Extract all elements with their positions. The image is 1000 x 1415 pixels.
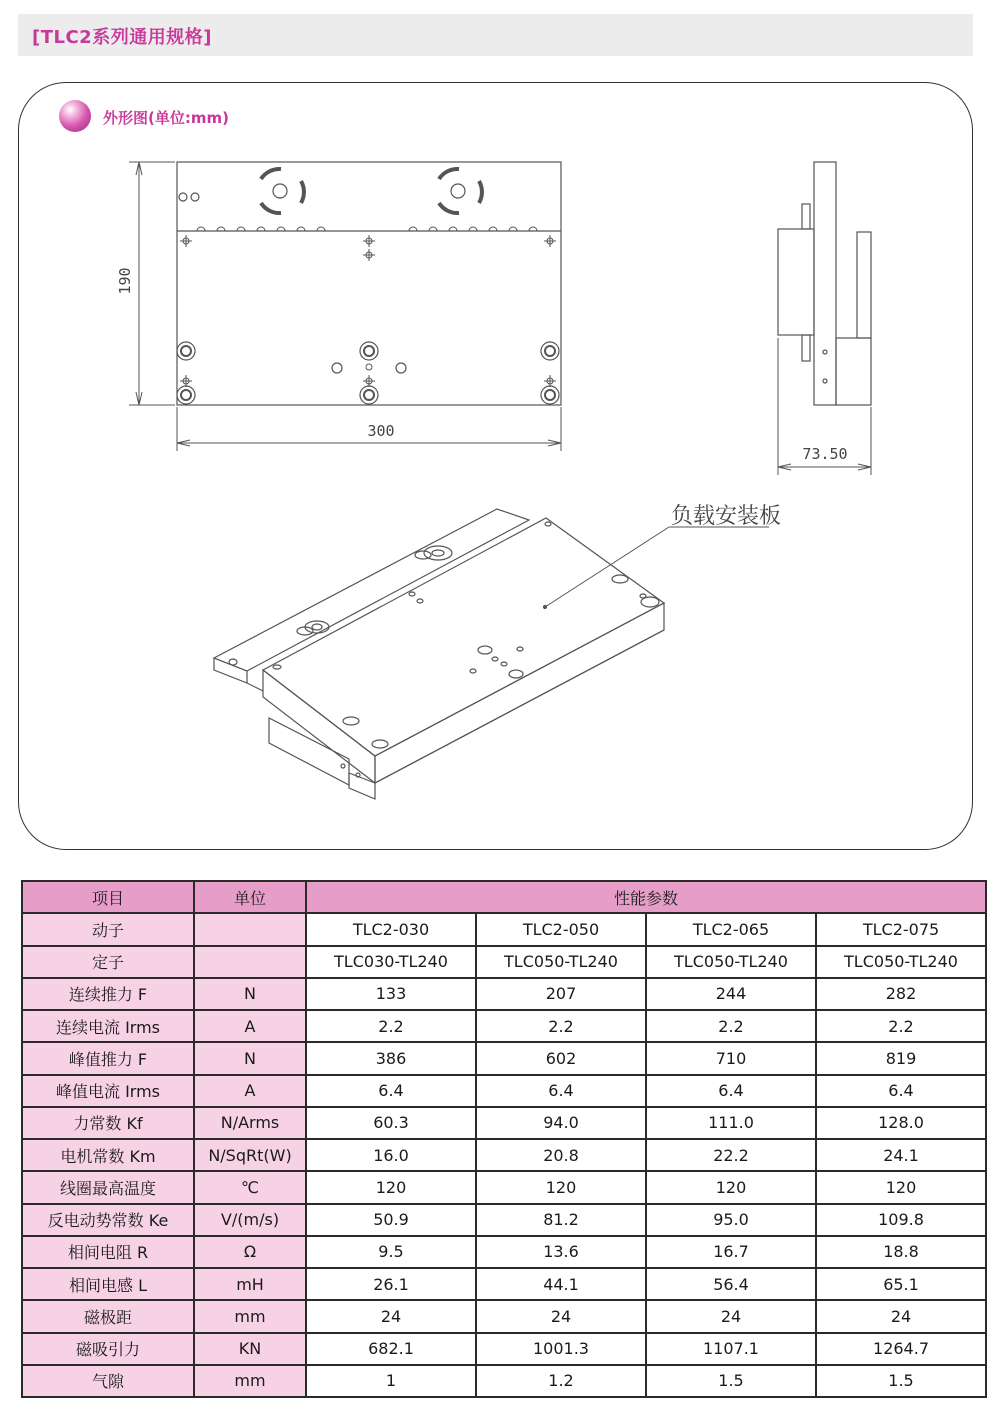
- table-cell: 1.2: [476, 1365, 646, 1397]
- table-row: [22, 1300, 986, 1332]
- isometric-view: [214, 509, 769, 799]
- dimension-height: [129, 162, 175, 405]
- table-row: [22, 978, 986, 1010]
- row-unit: mm: [194, 1300, 306, 1332]
- table-cell: 244: [646, 978, 816, 1010]
- table-cell: 16.0: [306, 1139, 476, 1171]
- table-cell: TLC050-TL240: [646, 946, 816, 978]
- spec-table: [21, 880, 987, 1398]
- table-cell: 6.4: [816, 1075, 986, 1107]
- table-cell: 1107.1: [646, 1333, 816, 1365]
- table-cell: 120: [646, 1171, 816, 1203]
- row-label: 反电动势常数 Ke: [22, 1204, 194, 1236]
- table-cell: 26.1: [306, 1268, 476, 1300]
- row-label: 动子: [22, 913, 194, 945]
- row-label: 相间电感 L: [22, 1268, 194, 1300]
- row-unit: mH: [194, 1268, 306, 1300]
- table-row: [22, 946, 986, 978]
- table-cell: 1.5: [646, 1365, 816, 1397]
- dimension-height-label: 190: [116, 267, 134, 295]
- table-cell: 1.5: [816, 1365, 986, 1397]
- table-cell: TLC2-050: [476, 913, 646, 945]
- header-unit: 单位: [194, 881, 306, 913]
- cooling-vent-left-icon: [261, 169, 304, 213]
- table-cell: 2.2: [816, 1010, 986, 1042]
- title-bar: [18, 14, 973, 56]
- row-label: 相间电阻 R: [22, 1236, 194, 1268]
- table-cell: 386: [306, 1042, 476, 1074]
- table-cell: 20.8: [476, 1139, 646, 1171]
- table-cell: 65.1: [816, 1268, 986, 1300]
- table-row: [22, 1268, 986, 1300]
- table-cell: 24: [646, 1300, 816, 1332]
- table-cell: 95.0: [646, 1204, 816, 1236]
- outline-drawing-panel: [18, 82, 973, 850]
- row-label: 峰值推力 F: [22, 1042, 194, 1074]
- side-view: [778, 162, 871, 405]
- table-header-row: [22, 881, 986, 913]
- table-cell: 24.1: [816, 1139, 986, 1171]
- table-row: [22, 1042, 986, 1074]
- row-label: 磁极距: [22, 1300, 194, 1332]
- row-label: 连续电流 Irms: [22, 1010, 194, 1042]
- table-cell: 24: [816, 1300, 986, 1332]
- table-cell: 120: [306, 1171, 476, 1203]
- table-cell: 50.9: [306, 1204, 476, 1236]
- table-cell: 6.4: [476, 1075, 646, 1107]
- table-row: [22, 1333, 986, 1365]
- table-cell: 22.2: [646, 1139, 816, 1171]
- table-cell: 94.0: [476, 1107, 646, 1139]
- table-cell: 120: [816, 1171, 986, 1203]
- front-view: [177, 162, 561, 405]
- table-cell: TLC030-TL240: [306, 946, 476, 978]
- row-label: 气隙: [22, 1365, 194, 1397]
- table-cell: 60.3: [306, 1107, 476, 1139]
- table-cell: 207: [476, 978, 646, 1010]
- table-cell: 133: [306, 978, 476, 1010]
- table-cell: 128.0: [816, 1107, 986, 1139]
- row-label: 峰值电流 Irms: [22, 1075, 194, 1107]
- row-unit: A: [194, 1010, 306, 1042]
- table-cell: 56.4: [646, 1268, 816, 1300]
- table-cell: 13.6: [476, 1236, 646, 1268]
- table-cell: 819: [816, 1042, 986, 1074]
- table-cell: TLC2-075: [816, 913, 986, 945]
- table-row: [22, 1107, 986, 1139]
- table-row: [22, 1075, 986, 1107]
- table-cell: TLC050-TL240: [476, 946, 646, 978]
- table-cell: 2.2: [646, 1010, 816, 1042]
- row-unit: A: [194, 1075, 306, 1107]
- technical-drawing: [19, 83, 974, 851]
- row-label: 磁吸引力: [22, 1333, 194, 1365]
- table-cell: 81.2: [476, 1204, 646, 1236]
- row-label: 线圈最高温度: [22, 1171, 194, 1203]
- table-cell: 16.7: [646, 1236, 816, 1268]
- row-unit: ℃: [194, 1171, 306, 1203]
- cooling-vent-right-icon: [439, 169, 482, 213]
- table-cell: 24: [476, 1300, 646, 1332]
- header-item: 项目: [22, 881, 194, 913]
- row-unit: N/SqRt(W): [194, 1139, 306, 1171]
- table-cell: 44.1: [476, 1268, 646, 1300]
- row-label: 电机常数 Km: [22, 1139, 194, 1171]
- table-cell: 710: [646, 1042, 816, 1074]
- table-cell: 1001.3: [476, 1333, 646, 1365]
- table-cell: 1: [306, 1365, 476, 1397]
- table-cell: 9.5: [306, 1236, 476, 1268]
- table-cell: 24: [306, 1300, 476, 1332]
- row-unit: N: [194, 978, 306, 1010]
- table-cell: 18.8: [816, 1236, 986, 1268]
- row-unit: Ω: [194, 1236, 306, 1268]
- table-row: [22, 1236, 986, 1268]
- table-row: [22, 1010, 986, 1042]
- row-unit: V/(m/s): [194, 1204, 306, 1236]
- table-cell: 1264.7: [816, 1333, 986, 1365]
- table-row: [22, 913, 986, 945]
- table-cell: 602: [476, 1042, 646, 1074]
- table-cell: TLC050-TL240: [816, 946, 986, 978]
- table-cell: TLC2-065: [646, 913, 816, 945]
- table-cell: 2.2: [306, 1010, 476, 1042]
- table-cell: 120: [476, 1171, 646, 1203]
- header-performance: 性能参数: [306, 881, 986, 913]
- table-cell: 682.1: [306, 1333, 476, 1365]
- table-row: [22, 1204, 986, 1236]
- row-unit: mm: [194, 1365, 306, 1397]
- row-label: 力常数 Kf: [22, 1107, 194, 1139]
- row-unit: [194, 946, 306, 978]
- table-row: [22, 1365, 986, 1397]
- row-unit: N: [194, 1042, 306, 1074]
- dimension-width-label: 300: [367, 422, 395, 440]
- section-label: 外形图(单位:mm): [103, 109, 229, 127]
- table-row: [22, 1171, 986, 1203]
- table-cell: 282: [816, 978, 986, 1010]
- table-cell: TLC2-030: [306, 913, 476, 945]
- callout-load-plate-label: 负载安装板: [671, 504, 782, 529]
- table-cell: 6.4: [306, 1075, 476, 1107]
- row-unit: KN: [194, 1333, 306, 1365]
- table-cell: 2.2: [476, 1010, 646, 1042]
- row-unit: [194, 913, 306, 945]
- row-label: 定子: [22, 946, 194, 978]
- dimension-depth-label: 73.50: [802, 445, 848, 463]
- table-cell: 109.8: [816, 1204, 986, 1236]
- page-title: [TLC2系列通用规格]: [32, 27, 212, 48]
- table-cell: 6.4: [646, 1075, 816, 1107]
- row-label: 连续推力 F: [22, 978, 194, 1010]
- table-row: [22, 1139, 986, 1171]
- table-cell: 111.0: [646, 1107, 816, 1139]
- row-unit: N/Arms: [194, 1107, 306, 1139]
